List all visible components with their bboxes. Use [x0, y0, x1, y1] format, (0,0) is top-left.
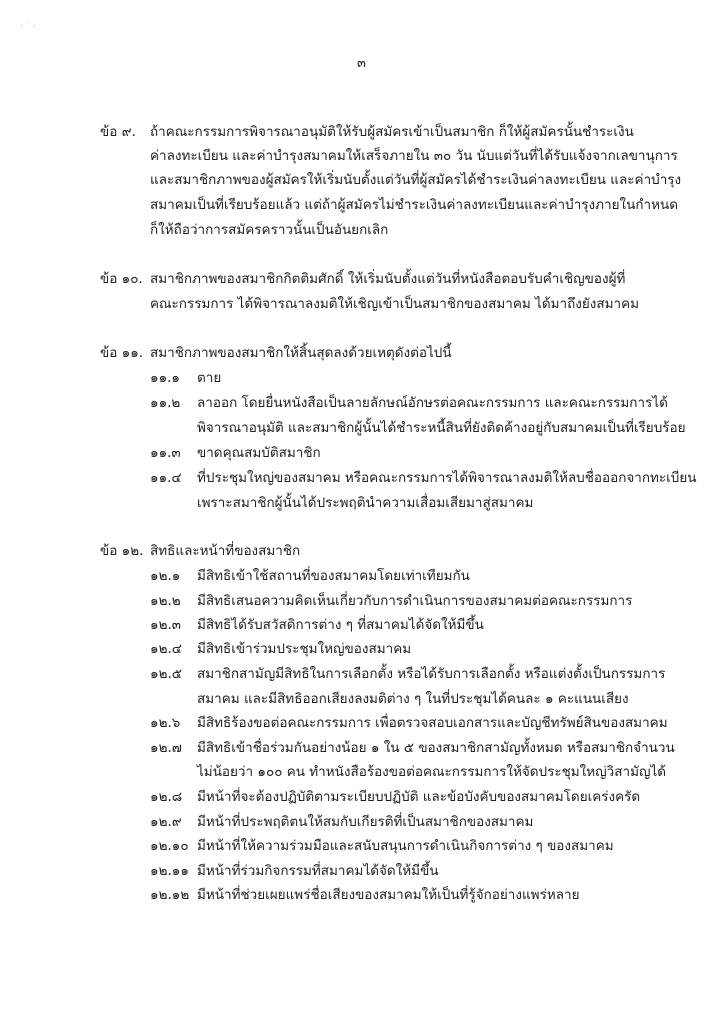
article-text-line: ก็ให้ถือว่าการสมัครคราวนั้นเป็นอันยกเลิก: [150, 222, 389, 238]
subitem-text: มีหน้าที่จะต้องปฏิบัติตามระเบียบปฏิบัติ และข้อบังคับของสมาคมโดยเคร่งครัด: [197, 789, 641, 805]
subitem-text: ตาย: [197, 370, 222, 386]
subitem-number: ๑๒.๘: [150, 789, 183, 805]
subitem-text: มีสิทธิได้รับสวัสดิการต่าง ๆ ที่สมาคมได้จัดให้มีขึ้น: [197, 617, 484, 633]
subitem-text: สมาคม และมีสิทธิออกเสียงลงมติต่าง ๆ ในที่ประชุมได้คนละ ๑ คะแนนเสียง: [197, 691, 629, 707]
subitem-number: ๑๒.๑๒: [150, 887, 190, 903]
article-heading: สมาชิกภาพของสมาชิกให้สิ้นสุดลงด้วยเหตุดังต่อไปนี้: [150, 345, 452, 361]
subitem-text: มีสิทธิเข้าชื่อร่วมกันอย่างน้อย ๑ ใน ๕ ของสมาชิกสามัญทั้งหมด หรือสมาชิกจำนวน: [197, 740, 675, 756]
subitem-number: ๑๒.๑: [150, 568, 181, 584]
article-label: ข้อ ๙.: [100, 124, 136, 140]
subitem-text: มีสิทธิเสนอความคิดเห็นเกี่ยวกับการดำเนินการของสมาคมต่อคณะกรรมการ: [197, 593, 633, 609]
article-heading: สิทธิและหน้าที่ของสมาชิก: [150, 543, 301, 559]
subitem-text: สมาชิกสามัญมีสิทธิในการเลือกตั้ง หรือได้รับการเลือกตั้ง หรือแต่งตั้งเป็นกรรมการ: [197, 666, 666, 682]
subitem-text: มีสิทธิร้องขอต่อคณะกรรมการ เพื่อตรวจสอบเอกสารและบัญชีทรัพย์สินของสมาคม: [197, 715, 668, 731]
subitem-text: ลาออก โดยยื่นหนังสือเป็นลายลักษณ์อักษรต่อคณะกรรมการ และคณะกรรมการได้: [197, 395, 668, 411]
article-text-line: สมาคมเป็นที่เรียบร้อยแล้ว แต่ถ้าผู้สมัครไม่ชำระเงินค่าลงทะเบียนและค่าบำรุงภายในกำหนด: [150, 197, 678, 213]
subitem-text: เพราะสมาชิกผู้นั้นได้ประพฤตินำความเสื่อมเสียมาสู่สมาคม: [197, 495, 534, 511]
subitem-number: ๑๒.๑๑: [150, 863, 189, 879]
subitem-text: ขาดคุณสมบัติสมาชิก: [197, 445, 321, 461]
subitem-number: ๑๑.๔: [150, 470, 182, 486]
article-text-line: สมาชิกภาพของสมาชิกกิตติมศักดิ์ ให้เริ่มนับตั้งแต่วันที่หนังสือตอบรับคำเชิญของผู้ที่: [150, 271, 626, 287]
subitem-number: ๑๒.๒: [150, 593, 181, 609]
article-label: ข้อ ๑๒.: [100, 543, 144, 559]
article-text-line: คณะกรรมการ ได้พิจารณาลงมติให้เชิญเข้าเป็นสมาชิกของสมาคม ได้มาถึงยังสมาคม: [150, 296, 639, 312]
subitem-text: พิจารณาอนุมัติ และสมาชิกผู้นั้นได้ชำระหนี้สินที่ยังติดค้างอยู่กับสมาคมเป็นที่เรียบร้อย: [197, 420, 686, 436]
subitem-text: มีหน้าที่ประพฤติตนให้สมกับเกียรติที่เป็นสมาชิกของสมาคม: [197, 814, 534, 830]
subitem-number: ๑๒.๖: [150, 715, 181, 731]
subitem-number: ๑๒.๗: [150, 740, 182, 756]
article-label: ข้อ ๑๑.: [100, 345, 144, 361]
article-label: ข้อ ๑๐.: [100, 271, 143, 287]
subitem-text: ไม่น้อยว่า ๑๐๐ คน ทำหนังสือร้องขอต่อคณะกรรมการให้จัดประชุมใหญ่วิสามัญได้: [197, 764, 667, 780]
subitem-number: ๑๑.๒: [150, 395, 181, 411]
scan-speck-marks: · ˙ ·: [20, 22, 36, 32]
subitem-text: มีสิทธิเข้าใช้สถานที่ของสมาคมโดยเท่าเทียมกัน: [197, 568, 470, 584]
subitem-text: ที่ประชุมใหญ่ของสมาคม หรือคณะกรรมการได้พิจารณาลงมติให้ลบชื่อออกจากทะเบียน: [197, 470, 697, 486]
subitem-text: มีหน้าที่ร่วมกิจกรรมที่สมาคมได้จัดให้มีขึ้น: [197, 863, 439, 879]
subitem-number: ๑๒.๑๐: [150, 838, 189, 854]
subitem-number: ๑๒.๓: [150, 617, 181, 633]
article-text-line: ค่าลงทะเบียน และค่าบำรุงสมาคมให้เสร็จภายใน ๓๐ วัน นับแต่วันที่ได้รับแจ้งจากเลขานุการ: [150, 148, 678, 164]
subitem-text: มีหน้าที่ช่วยเผยแพร่ชื่อเสียงของสมาคมให้เป็นที่รู้จักอย่างแพร่หลาย: [197, 887, 580, 903]
subitem-number: ๑๑.๓: [150, 445, 181, 461]
page-number: ๓: [357, 56, 367, 71]
article-text-line: ถ้าคณะกรรมการพิจารณาอนุมัติให้รับผู้สมัครเข้าเป็นสมาชิก ก็ให้ผู้สมัครนั้นชำระเงิน: [150, 124, 634, 140]
subitem-text: มีสิทธิเข้าร่วมประชุมใหญ่ของสมาคม: [197, 641, 412, 657]
subitem-number: ๑๒.๙: [150, 814, 182, 830]
subitem-number: ๑๒.๔: [150, 641, 182, 657]
subitem-text: มีหน้าที่ให้ความร่วมมือและสนับสนุนการดำเนินกิจการต่าง ๆ ของสมาคม: [197, 838, 614, 854]
article-text-line: และสมาชิกภาพของผู้สมัครให้เริ่มนับตั้งแต่วันที่ผู้สมัครได้ชำระเงินค่าลงทะเบียน และค่าบำรุง: [150, 172, 682, 188]
subitem-number: ๑๑.๑: [150, 370, 180, 386]
subitem-number: ๑๒.๕: [150, 666, 182, 682]
